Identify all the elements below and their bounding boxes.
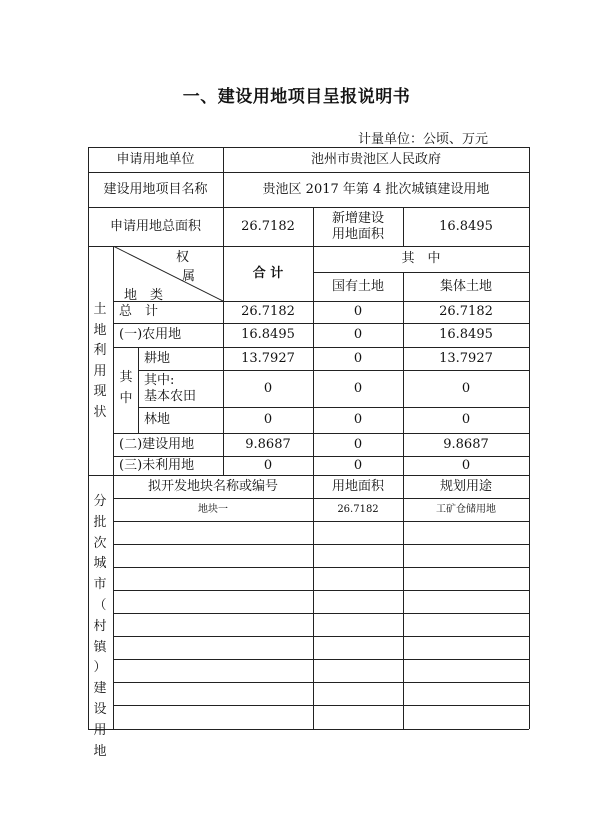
project-name-value: 贵池区 2017 年第 4 批次城镇建设用地 [262,181,490,197]
row-label-unused: (三)未利用地 [119,457,195,473]
document-title: 一、建设用地项目呈报说明书 [182,87,411,107]
row-line [113,590,529,591]
cell-cult-collective: 13.7927 [439,350,493,366]
row-label-basic-farmland-line2: 基本农田 [144,388,197,404]
header-of-which: 其 中 [401,251,441,266]
cell-unused-collective: 0 [461,457,471,473]
row-line [113,567,529,568]
row-line [113,636,529,637]
land-use-side-label: 土 地 利 用 现 状 [93,302,107,420]
row-line [113,544,529,545]
batch-header-use: 规划用途 [439,478,492,494]
header-dilei: 地 类 [124,288,164,303]
header-total: 合 计 [252,265,284,281]
cell-basic-total: 0 [263,380,273,396]
row-line [113,613,529,614]
cell-cult-total: 13.7927 [241,350,295,366]
cell-unused-total: 0 [263,457,273,473]
header-collective-land: 集体土地 [439,278,492,294]
header-state-land: 国有土地 [331,278,384,294]
cell-total-state: 0 [353,304,363,319]
row-label-total: 总 计 [119,304,159,319]
row-line [113,521,529,522]
cell-constr-collective: 9.8687 [443,436,489,452]
cell-constr-state: 0 [353,436,363,452]
batch-row-area: 26.7182 [337,503,379,515]
batch-header-area: 用地面积 [331,478,384,494]
table-border-bottom [88,729,529,730]
total-area-value: 26.7182 [241,218,295,234]
row-label-agricultural: (一)农用地 [119,327,182,342]
new-area-label-line1: 新增建设 [331,210,384,226]
cell-basic-collective: 0 [461,380,471,396]
batch-header-name: 拟开发地块名称或编号 [147,478,278,494]
header-quan: 权 [176,250,190,265]
cell-unused-state: 0 [353,457,363,473]
row-line [113,705,529,706]
new-area-value: 16.8495 [439,218,493,234]
cell-agri-state: 0 [353,327,363,342]
cell-total-total: 26.7182 [241,304,295,319]
cell-forest-collective: 0 [461,412,471,427]
of-which-side-label: 其 中 [119,370,133,406]
cell-total-collective: 26.7182 [439,304,493,319]
total-area-label: 申请用地总面积 [109,218,201,234]
cell-constr-total: 9.8687 [245,436,291,452]
row-label-basic-farmland [138,370,223,407]
cell-agri-collective: 16.8495 [439,327,493,342]
row-line [113,682,529,683]
batch-row-use: 工矿仓储用地 [436,503,496,515]
new-area-label [313,207,403,246]
new-area-label-line2: 用地面积 [331,226,384,242]
cell-basic-state: 0 [353,380,363,396]
row-line [113,659,529,660]
cell-cult-state: 0 [353,350,363,366]
applicant-label: 申请用地单位 [116,151,195,167]
cell-forest-state: 0 [353,412,363,427]
row-label-basic-farmland-line1: 其中: [144,372,175,388]
row-label-forest: 林地 [144,412,171,427]
batch-side-label: 分 批 次 城 市 （ 村 镇 ） 建 设 用 地 [93,494,107,759]
row-label-cultivated: 耕地 [144,350,171,366]
cell-forest-total: 0 [263,412,273,427]
cell-agri-total: 16.8495 [241,327,295,342]
applicant-value: 池州市贵池区人民政府 [310,151,441,167]
project-name-label: 建设用地项目名称 [103,181,208,197]
header-shu: 属 [182,269,196,284]
batch-row-name: 地块一 [198,503,228,515]
table-border-right [529,147,530,729]
measurement-unit: 计量单位：公顷、万元 [357,132,488,147]
row-label-construction: (二)建设用地 [119,436,195,452]
